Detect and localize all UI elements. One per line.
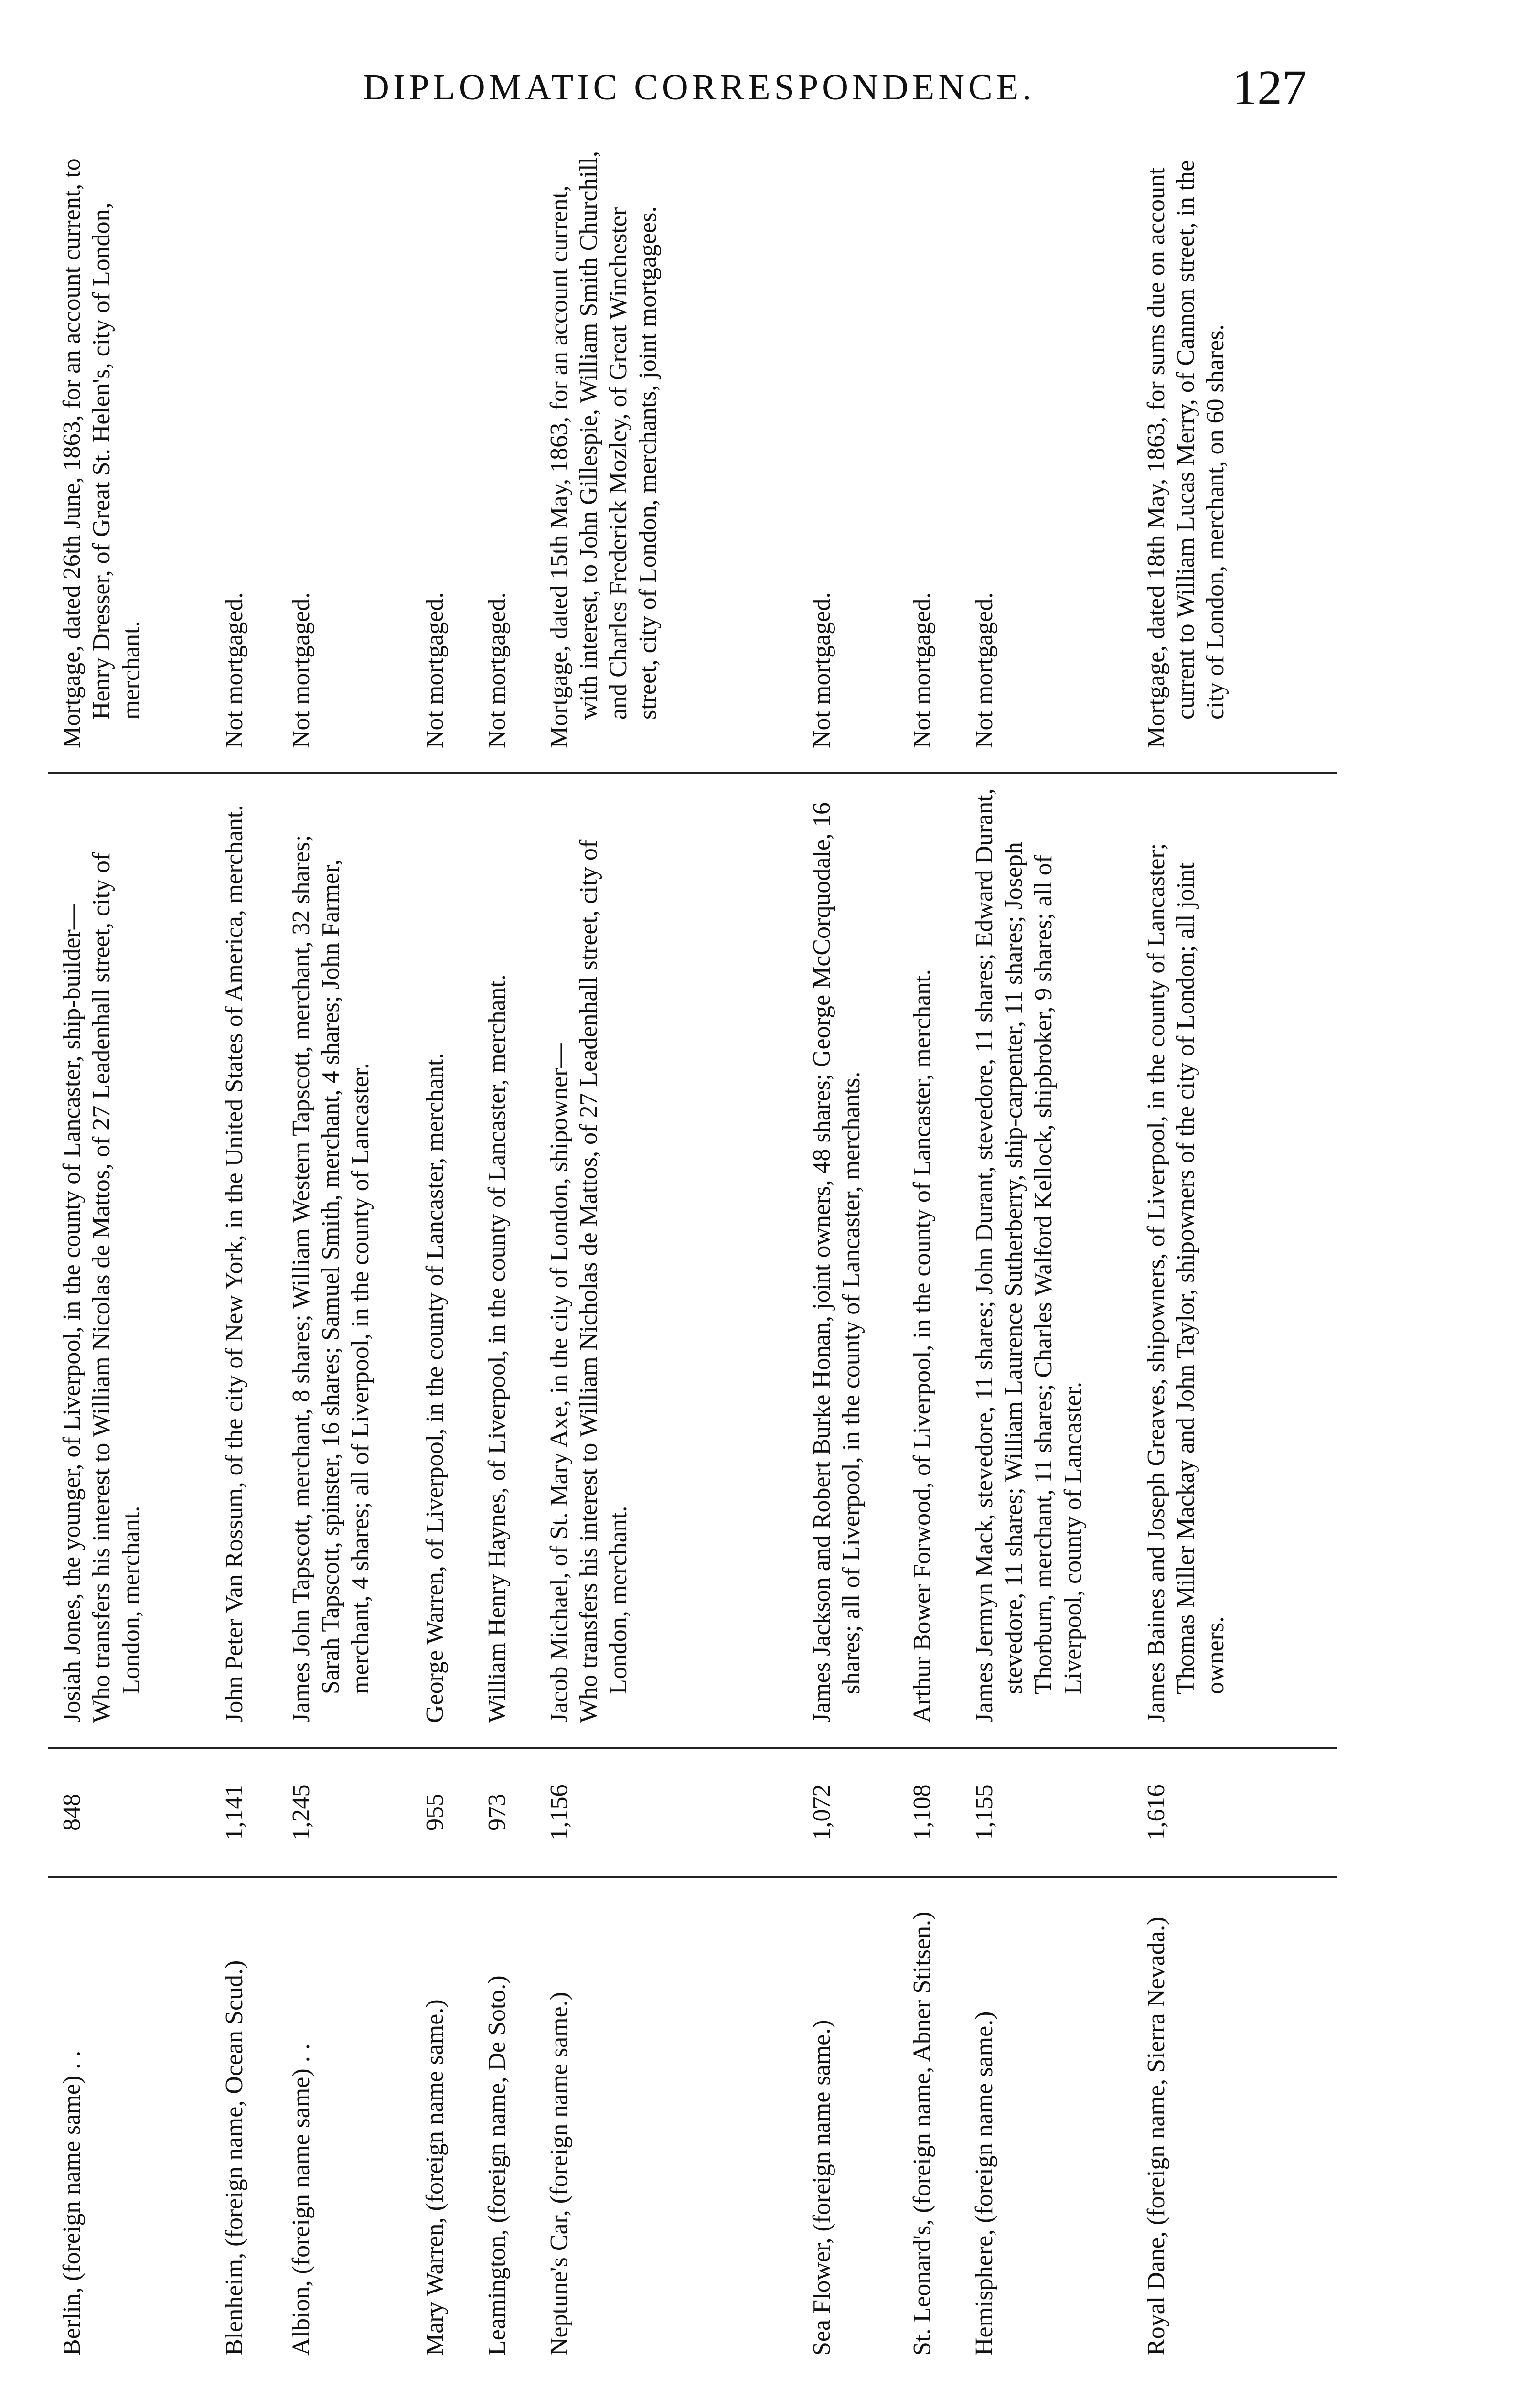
- ship-name-cell: Albion, (foreign name same) . .: [288, 2044, 315, 2356]
- mortgage-cell: Not mortgaged.: [483, 592, 511, 748]
- ship-name-column: [48, 1878, 1337, 2365]
- owners-cell: Arthur Bower Forwood, of Liverpool, in the county of Lancaster, merchant.: [909, 969, 936, 1723]
- ship-name-cell: Leamington, (foreign name, De Soto.): [483, 1975, 511, 2356]
- owners-cell: George Warren, of Liverpool, in the county of Lancaster, merchant.: [421, 1053, 449, 1723]
- mortgage-cell: Mortgage, dated 26th June, 1863, for an account current, to Henry Dresser, of Great St. Helen's, city of London, merchant.: [58, 158, 145, 748]
- mortgage-cell: Mortgage, dated 18th May, 1863, for sums due on account current to William Lucas Merry, of Cannon street, in the city of London, merchant, on 60 shares.: [1143, 160, 1229, 748]
- mortgage-cell: Not mortgaged.: [971, 592, 998, 748]
- owners-cell: James Jermyn Mack, stevedore, 11 shares; John Durant, stevedore, 11 shares; Edward Durant, stevedore, 11 shares; William Laurence Sutherberry, ship-carpenter, 11 shares; Joseph Thorburn, merchant, 11 shares; Charles Walford Kellock, shipbroker, 9 shares; all of Liverpool, county of Lancaster.: [971, 788, 1087, 1723]
- ship-name-cell: St. Leonard's, (foreign name, Abner Stitsen.): [909, 1911, 936, 2356]
- tonnage-cell: 1,245: [288, 1784, 315, 1840]
- mortgage-column: [48, 143, 1337, 774]
- mortgage-cell: Not mortgaged.: [421, 592, 449, 748]
- owners-cell: James Baines and Joseph Greaves, shipowners, of Liverpool, in the county of Lancaster; Thomas Miller Mackay and John Taylor, shipowners of the city of London; all joint owners.: [1143, 843, 1229, 1723]
- owners-cell: Josiah Jones, the younger, of Liverpool, in the county of Lancaster, ship-builder— Who transfers his interest to William Nicolas de Mattos, of 27 Leadenhall street, city of London, merchant.: [58, 852, 145, 1723]
- mortgage-cell: Not mortgaged.: [221, 592, 248, 748]
- mortgage-cell: Not mortgaged.: [909, 592, 936, 748]
- owners-cell: James John Tapscott, merchant, 8 shares; William Western Tapscott, merchant, 32 shares; Sarah Tapscott, spinster, 16 shares; Samuel Smith, merchant, 4 shares; John Farmer, merchant, 4 shares; all of Liverpool, in the county of Lancaster.: [288, 835, 374, 1723]
- owners-cell: James Jackson and Robert Burke Honan, joint owners, 48 shares; George McCorquodale, 16 shares; all of Liverpool, in the county of Lancaster, merchants.: [808, 802, 865, 1723]
- tonnage-cell: 848: [58, 1794, 86, 1831]
- owners-column: [48, 774, 1337, 1749]
- ship-name-cell: Neptune's Car, (foreign name same.): [545, 1991, 573, 2356]
- tonnage-cell: 1,072: [808, 1784, 835, 1840]
- ship-name-cell: Sea Flower, (foreign name same.): [808, 2020, 835, 2356]
- ship-name-cell: Berlin, (foreign name same) . .: [58, 2050, 86, 2356]
- tonnage-column: [48, 1749, 1337, 1878]
- tonnage-cell: 1,155: [971, 1784, 998, 1840]
- tonnage-cell: 955: [421, 1794, 449, 1831]
- tonnage-cell: 1,156: [545, 1784, 573, 1840]
- ship-registry-table: [48, 143, 1337, 2365]
- ship-name-cell: Blenheim, (foreign name, Ocean Scud.): [221, 1960, 248, 2356]
- ship-name-cell: Royal Dane, (foreign name, Sierra Nevada.): [1143, 1916, 1170, 2356]
- mortgage-cell: Not mortgaged.: [288, 592, 315, 748]
- owners-cell: Jacob Michael, of St. Mary Axe, in the city of London, shipowner— Who transfers his interest to William Nicholas de Mattos, of 27 Leadenhall street, city of London, merchant.: [545, 839, 632, 1723]
- tonnage-cell: 1,108: [909, 1784, 936, 1840]
- page-number: 127: [1232, 60, 1307, 115]
- ship-name-cell: Mary Warren, (foreign name same.): [421, 1999, 449, 2356]
- owners-cell: John Peter Van Rossum, of the city of New York, in the United States of America, merchant.: [221, 805, 248, 1723]
- tonnage-cell: 1,616: [1143, 1784, 1170, 1840]
- page-title: DIPLOMATIC CORRESPONDENCE.: [363, 67, 1036, 108]
- tonnage-cell: 973: [483, 1794, 511, 1831]
- mortgage-cell: Not mortgaged.: [808, 592, 835, 748]
- tonnage-cell: 1,141: [221, 1784, 248, 1840]
- mortgage-cell: Mortgage, dated 15th May, 1863, for an account current, with interest, to John Gillespie, William Smith Churchill, and Charles Frederick Mozley, of Great Winchester street, city of London, merchants, joint mortgagees.: [545, 151, 662, 748]
- owners-cell: William Henry Haynes, of Liverpool, in the county of Lancaster, merchant.: [483, 974, 511, 1723]
- ship-name-cell: Hemisphere, (foreign name same.): [971, 2011, 998, 2356]
